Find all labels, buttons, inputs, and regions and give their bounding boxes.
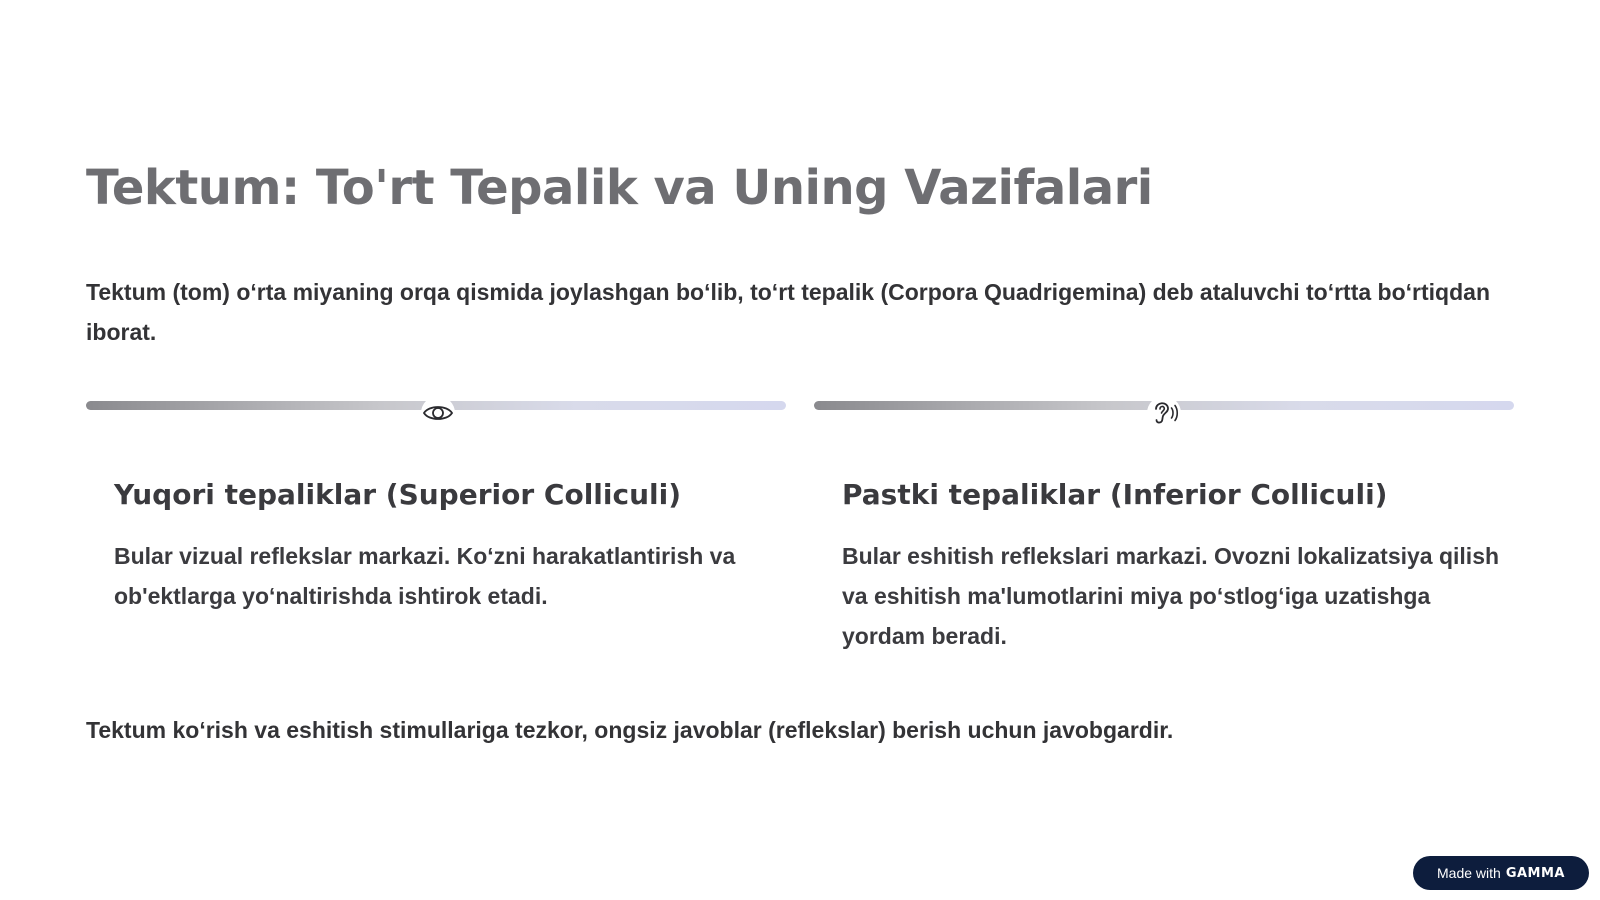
superior-colliculi-heading: Yuqori tepaliklar (Superior Colliculi)	[114, 478, 682, 511]
made-with-gamma-badge[interactable]	[1413, 856, 1589, 890]
intro-paragraph: Tektum (tom) oʻrta miyaning orqa qismida joylashgan boʻlib, toʻrt tepalik (Corpora Quadrigemina) deb ataluvchi toʻrtta boʻrtiqdan iborat.	[86, 279, 1490, 345]
conclusion-text: Tektum koʻrish va eshitish stimullariga tezkor, ongsiz javoblar (reflekslar) berish uchun javobgardir.	[86, 717, 1174, 743]
inferior-colliculi-heading: Pastki tepaliklar (Inferior Colliculi)	[842, 478, 1388, 511]
superior-colliculi-text: Bular vizual reflekslar markazi. Koʻzni harakatlantirish va ob'ektlarga yoʻnaltirishda ishtirok etadi.	[114, 543, 736, 609]
slide-title: Tektum: To'rt Tepalik va Uning Vazifalari	[86, 160, 1153, 216]
gamma-logo: GAMMA	[1505, 865, 1565, 881]
ear-icon	[1147, 396, 1181, 430]
eye-icon	[421, 396, 455, 430]
badge-prefix: Made with	[1437, 865, 1501, 881]
inferior-colliculi-text: Bular eshitish reflekslari markazi. Ovozni lokalizatsiya qilish va eshitish ma'lumotlarini miya poʻstlogʻiga uzatishga yordam beradi.	[842, 543, 1500, 649]
